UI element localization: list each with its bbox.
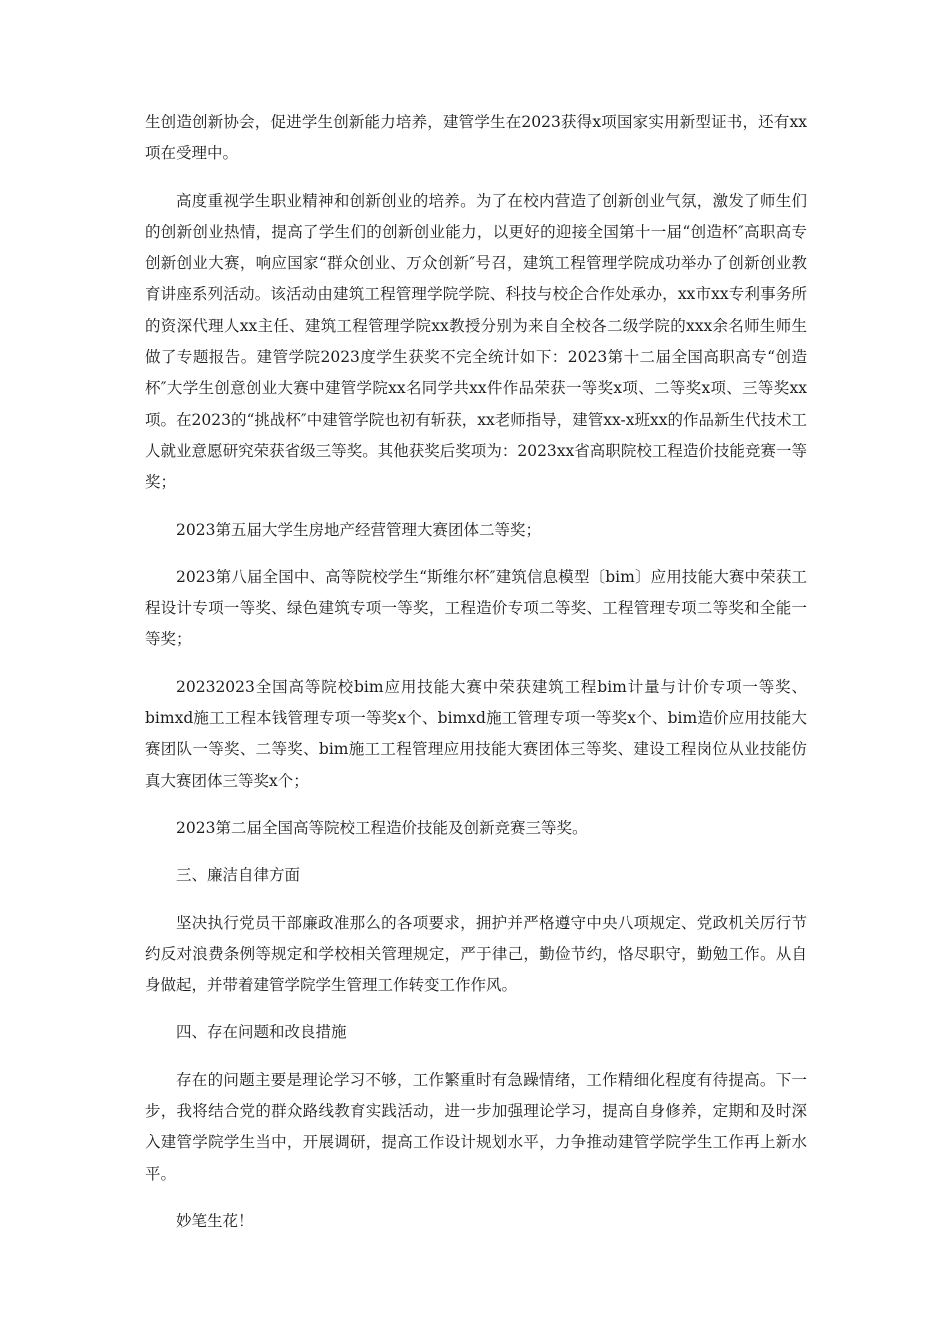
section-heading-problems: 四、存在问题和改良措施 <box>176 1023 347 1042</box>
paragraph-integrity: 坚决执行党员干部廉政准那么的各项要求，拥护并严格遵守中央八项规定、党政机关厉行节约反对浪费条例等规定和学校相关管理规定，严于律己，勤俭节约，恪尽职守，勤勉工作。从自身做起，并带着建管学院学生管理工作转变工作作风。 <box>145 913 807 995</box>
paragraph-award-cost: 2023第二届全国高等院校工程造价技能及创新竞赛三等奖。 <box>176 818 588 837</box>
paragraph-award-bim-national: 20232023全国高等院校bim应用技能大赛中荣获建筑工程bim计量与计价专项一等奖、bimxd施工工程本钱管理专项一等奖x个、bimxd施工管理专项一等奖x个、bim造价应用技能大赛团队一等奖、二等奖、bim施工工程管理应用技能大赛团体三等奖、建设工程岗位从业技能仿真大赛团体三等奖x个； <box>145 677 807 790</box>
paragraph-problems: 存在的问题主要是理论学习不够，工作繁重时有急躁情绪，工作精细化程度有待提高。下一步，我将结合党的群众路线教育实践活动，进一步加强理论学习，提高自身修养，定期和及时深入建管学院学生当中，开展调研，提高工作设计规划水平，力争推动建管学院学生工作再上新水平。 <box>145 1070 807 1183</box>
paragraph-closing: 妙笔生花！ <box>176 1211 254 1230</box>
document-body <box>145 107 807 1253</box>
paragraph-innovation: 高度重视学生职业精神和创新创业的培养。为了在校内营造了创新创业气氛，激发了师生们的创新创业热情，提高了学生们的创新创业能力，以更好的迎接全国第十一届“创造杯″高职高专创新创业大赛，响应国家“群众创业、万众创新″号召，建筑工程管理学院成功举办了创新创业教育讲座系列活动。该活动由建筑工程管理学院学院、科技与校企合作处承办，xx市xx专利事务所的资深代理人xx主任、建筑工程管理学院xx教授分别为来自全校各二级学院的xxx余名师生师生做了专题报告。建管学院2023度学生获奖不完全统计如下：2023第十二届全国高职高专“创造杯″大学生创意创业大赛中建管学院xx名同学共xx件作品荣获一等奖x项、二等奖x项、三等奖xx项。在2023的“挑战杯″中建管学院也初有斩获，xx老师指导，建管xx-x班xx的作品新生代技术工人就业意愿研究荣获省级三等奖。其他获奖后奖项为：2023xx省高职院校工程造价技能竞赛一等奖； <box>145 191 807 492</box>
section-heading-integrity: 三、廉洁自律方面 <box>176 866 301 885</box>
paragraph-award-real-estate: 2023第五届大学生房地产经营管理大赛团体二等奖； <box>176 520 541 539</box>
paragraph-award-bim-svl: 2023第八届全国中、高等院校学生“斯维尔杯″建筑信息模型〔bim〕应用技能大赛中荣获工程设计专项一等奖、绿色建筑专项一等奖，工程造价专项二等奖、工程管理专项二等奖和全能一等奖； <box>145 567 807 649</box>
paragraph-continued: 生创造创新协会，促进学生创新能力培养，建管学生在2023获得x项国家实用新型证书，还有xx项在受理中。 <box>145 113 807 163</box>
